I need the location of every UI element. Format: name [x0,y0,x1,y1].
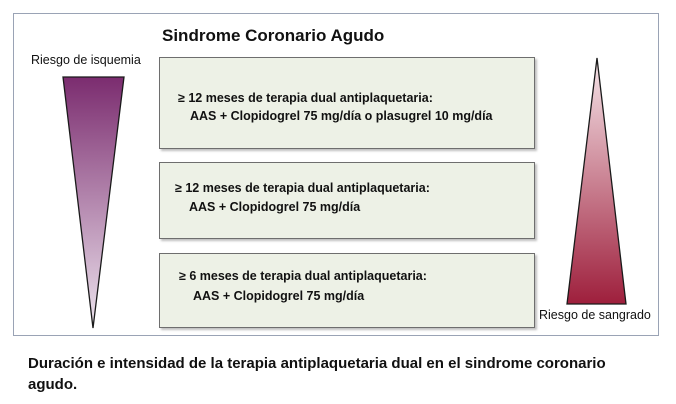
therapy-box-3-regimen: AAS + Clopidogrel 75 mg/día [193,289,365,303]
therapy-box-3 [159,253,535,328]
therapy-box-2-duration: ≥ 12 meses de terapia dual antiplaquetaria: [175,181,430,195]
therapy-box-1 [159,57,535,149]
bleeding-risk-triangle [565,57,627,306]
bleeding-risk-label: Riesgo de sangrado [539,308,651,322]
ischemia-risk-triangle [60,76,126,330]
therapy-box-1-regimen: AAS + Clopidogrel 75 mg/día o plasugrel 10 mg/día [190,109,493,123]
diagram-title: Sindrome Coronario Agudo [162,26,385,45]
therapy-box-1-duration: ≥ 12 meses de terapia dual antiplaquetaria: [178,91,433,105]
therapy-box-3-duration: ≥ 6 meses de terapia dual antiplaquetaria: [179,269,427,283]
therapy-box-2-regimen: AAS + Clopidogrel 75 mg/día [189,200,361,214]
therapy-box-2 [159,162,535,239]
ischemia-triangle-shape [63,77,124,328]
ischemia-risk-label: Riesgo de isquemia [31,53,141,67]
figure-caption: Duración e intensidad de la terapia antiplaquetaria dual en el sindrome coronario agudo. [28,355,606,393]
bleeding-triangle-shape [567,58,626,304]
